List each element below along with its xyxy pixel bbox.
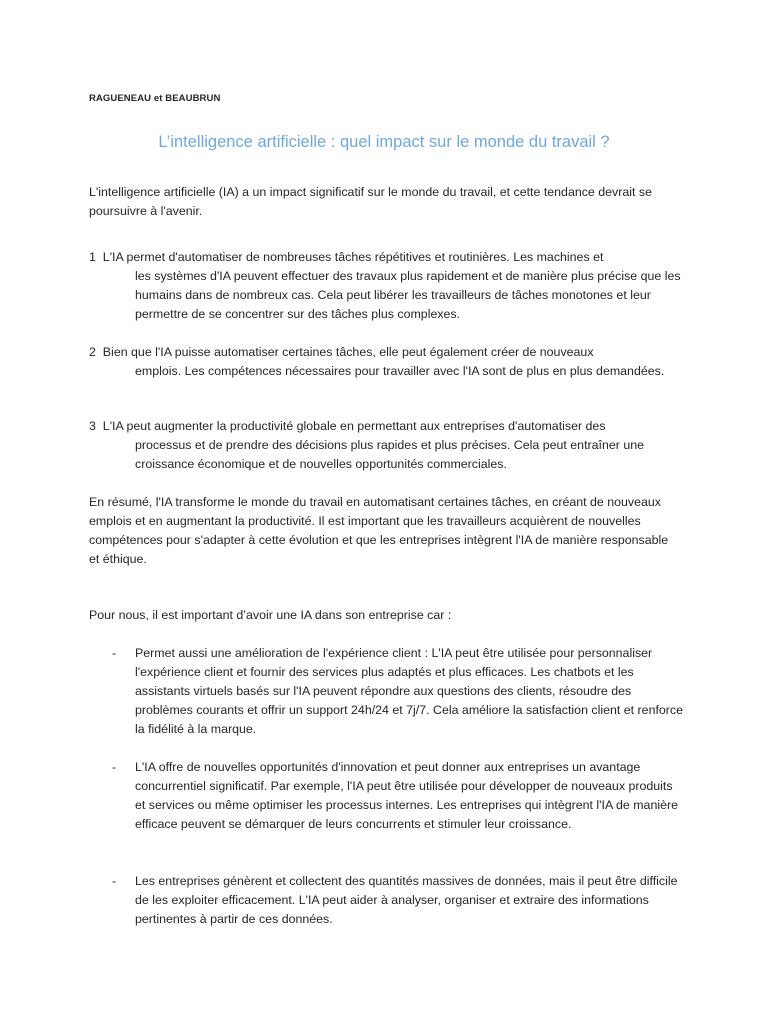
item-continuation: emplois. Les compétences nécessaires pour travailler avec l'IA sont de plus en plus demandées. <box>135 364 665 378</box>
numbered-item <box>89 343 689 381</box>
numbered-item <box>89 417 689 474</box>
why-intro: Pour nous, il est important d’avoir une IA dans son entreprise car : <box>89 608 452 622</box>
item-number: 1 <box>89 250 96 264</box>
list-item-text: Les entreprises génèrent et collectent des quantités massives de données, mais il peut être difficile de les exploiter efficacement. L'IA peut aider à analyser, organiser et extraire des informations pertinentes à partir de ces données. <box>135 874 678 926</box>
document-title: L’intelligence artificielle : quel impact sur le monde du travail ? <box>158 133 610 151</box>
intro-paragraph: L'intelligence artificielle (IA) a un impact significatif sur le monde du travail, et cette tendance devrait se poursuivre à l'avenir. <box>89 185 652 218</box>
dash-marker: - <box>112 760 117 774</box>
summary-paragraph: En résumé, l'IA transforme le monde du travail en automatisant certaines tâches, en créant de nouveaux emplois et en augmentant la productivité. Il est important que les travailleurs acquièrent de nouvelles compétences pour s'adapter à cette évolution et que les entreprises intègrent l'IA de manière responsable et éthique. <box>89 495 669 566</box>
dash-marker: - <box>112 874 117 888</box>
item-number: 3 <box>89 419 96 433</box>
author-line: RAGUENEAU et BEAUBRUN <box>89 93 221 104</box>
item-first-line: L'IA peut augmenter la productivité globale en permettant aux entreprises d'automatiser des <box>102 419 606 433</box>
item-continuation: les systèmes d'IA peuvent effectuer des travaux plus rapidement et de manière plus précise que les humains dans de nombreux cas. Cela peut libérer les travailleurs de tâches monotones et leur permettre de se concentrer sur des tâches plus complexes. <box>135 269 681 321</box>
list-item-text: Permet aussi une amélioration de l'expérience client : L'IA peut être utilisée pour personnaliser l'expérience client et fournir des services plus adaptés et plus efficaces. Les chatbots et les assistants virtuels basés sur l'IA peuvent répondre aux questions des clients, résoudre des problèmes courants et offrir un support 24h/24 et 7j/7. Cela améliore la satisfaction client et renforce la fidélité à la marque. <box>135 646 684 736</box>
item-first-line: Bien que l'IA puisse automatiser certaines tâches, elle peut également créer de nouveaux <box>102 345 594 359</box>
item-continuation: processus et de prendre des décisions plus rapides et plus précises. Cela peut entraîner une croissance économique et de nouvelles opportunités commerciales. <box>135 438 645 471</box>
list-item-text: L'IA offre de nouvelles opportunités d'innovation et peut donner aux entreprises un avantage concurrentiel significatif. Par exemple, l'IA peut être utilisée pour développer de nouveaux produits et services ou même optimiser les processus internes. Les entreprises qui intègrent l'IA de manière efficace peuvent se démarquer de leurs concurrents et stimuler leur croissance. <box>135 760 678 831</box>
dash-marker: - <box>112 646 117 660</box>
item-number: 2 <box>89 345 96 359</box>
item-first-line: L'IA permet d'automatiser de nombreuses tâches répétitives et routinières. Les machines et <box>102 250 604 264</box>
numbered-item <box>89 248 689 324</box>
